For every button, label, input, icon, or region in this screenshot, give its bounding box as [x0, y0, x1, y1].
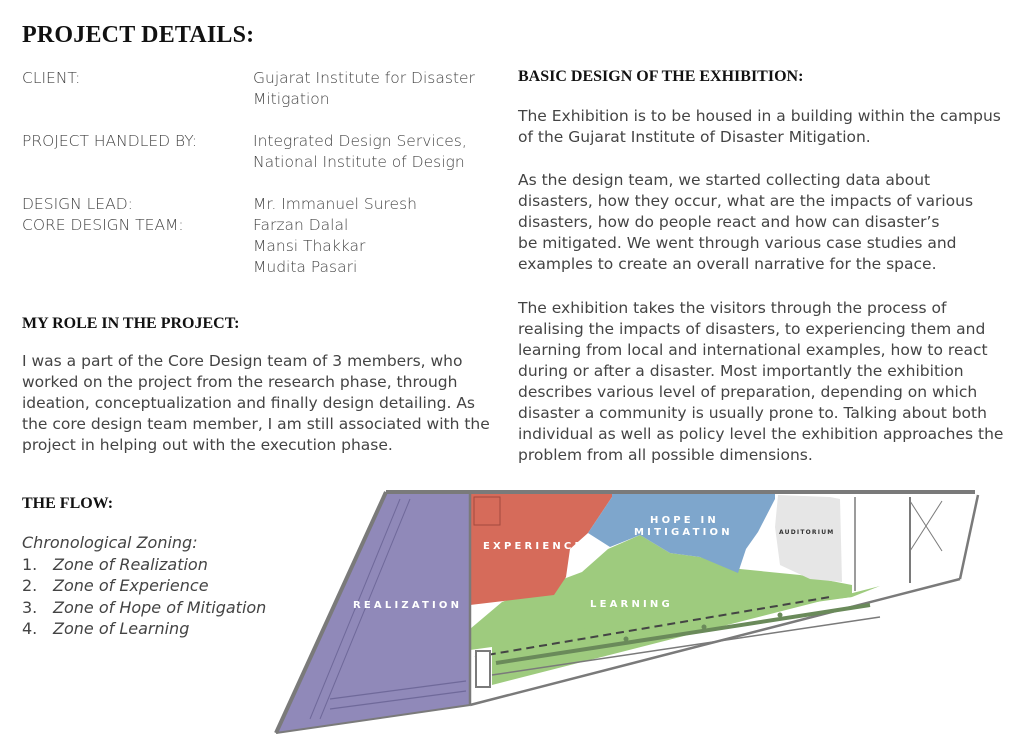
flow-subtitle: Chronological Zoning: — [22, 533, 198, 552]
hope-label-line1: HOPE IN — [650, 515, 720, 526]
list-label: Zone of Learning — [53, 619, 190, 638]
client-label: CLIENT: — [22, 69, 81, 87]
list-number: 1. — [22, 554, 38, 574]
role-heading: MY ROLE IN THE PROJECT: — [22, 315, 240, 332]
list-number: 2. — [22, 576, 38, 595]
design-paragraph-3 — [518, 298, 1003, 466]
design-line: As the design team, we started collecting data about — [518, 171, 931, 189]
role-line: worked on the project from the research phase, through — [22, 373, 458, 391]
realization-label: REALIZATION — [353, 600, 463, 611]
list-label: Zone of Realization — [53, 554, 208, 574]
list-item — [22, 597, 266, 619]
role-line: ideation, conceptualization and finally design detailing. As — [22, 394, 476, 412]
page-title: PROJECT DETAILS: — [22, 22, 255, 48]
design-line: disasters, how they occur, what are the impacts of various — [518, 192, 974, 210]
design-line: during or after a disaster. Most importantly the exhibition — [518, 362, 964, 380]
design-line: The Exhibition is to be housed in a building within the campus — [518, 107, 1001, 125]
design-line: examples to create an overall narrative for the space. — [518, 255, 937, 273]
role-line: I was a part of the Core Design team of 3 members, who — [22, 352, 463, 370]
list-number: 3. — [22, 597, 38, 617]
role-line: the core design team member, I am still associated with the — [22, 415, 490, 433]
design-paragraph-2 — [518, 170, 973, 275]
list-item — [22, 575, 266, 597]
floor-plan — [270, 487, 990, 737]
list-number: 4. — [22, 619, 38, 638]
team-member-2: Mansi Thakkar — [253, 237, 366, 255]
list-label: Zone of Experience — [53, 576, 209, 595]
realization-zone — [278, 493, 470, 732]
hope-label-line2: MITIGATION — [634, 527, 733, 538]
role-line: project in helping out with the execution phase. — [22, 436, 393, 454]
team-member-3: Mudita Pasari — [253, 258, 358, 276]
team-member-1: Farzan Dalal — [253, 216, 349, 234]
role-paragraph — [22, 351, 490, 456]
handled-label: PROJECT HANDLED BY: — [22, 132, 197, 150]
design-paragraph-1 — [518, 106, 1001, 148]
lead-label: DESIGN LEAD: — [22, 195, 133, 213]
design-line: realising the impacts of disasters, to experiencing them and — [518, 320, 986, 338]
experience-label: EXPERIENCE — [483, 541, 585, 552]
design-line: of the Gujarat Institute of Disaster Mitigation. — [518, 128, 871, 146]
list-item — [22, 554, 266, 576]
flow-heading: THE FLOW: — [22, 495, 114, 512]
design-line: disasters, how do people react and how can disaster’s — [518, 213, 940, 231]
client-value-line1: Gujarat Institute for Disaster — [253, 69, 475, 87]
auditorium-label: AUDITORIUM — [779, 529, 835, 536]
handled-value-line2: National Institute of Design — [253, 153, 465, 171]
design-line: be mitigated. We went through various case studies and — [518, 234, 957, 252]
client-value-line2: Mitigation — [253, 90, 330, 108]
learning-label: LEARNING — [590, 599, 673, 610]
design-line: learning from local and international examples, how to react — [518, 341, 988, 359]
design-line: The exhibition takes the visitors through the process of — [518, 299, 947, 317]
design-line: disaster a community is usually prone to. Talking about both — [518, 404, 987, 422]
design-line: problem from all possible dimensions. — [518, 446, 813, 464]
design-line: describes various level of preparation, depending on which — [518, 383, 978, 401]
list-item — [22, 618, 266, 640]
handled-value-line1: Integrated Design Services, — [253, 132, 467, 150]
list-label: Zone of Hope of Mitigation — [53, 597, 267, 617]
design-heading: BASIC DESIGN OF THE EXHIBITION: — [518, 68, 804, 85]
lead-value: Mr. Immanuel Suresh — [253, 195, 417, 213]
team-label: CORE DESIGN TEAM: — [22, 216, 184, 234]
design-line: individual as well as policy level the exhibition approaches the — [518, 425, 1004, 443]
flow-list — [22, 532, 266, 640]
